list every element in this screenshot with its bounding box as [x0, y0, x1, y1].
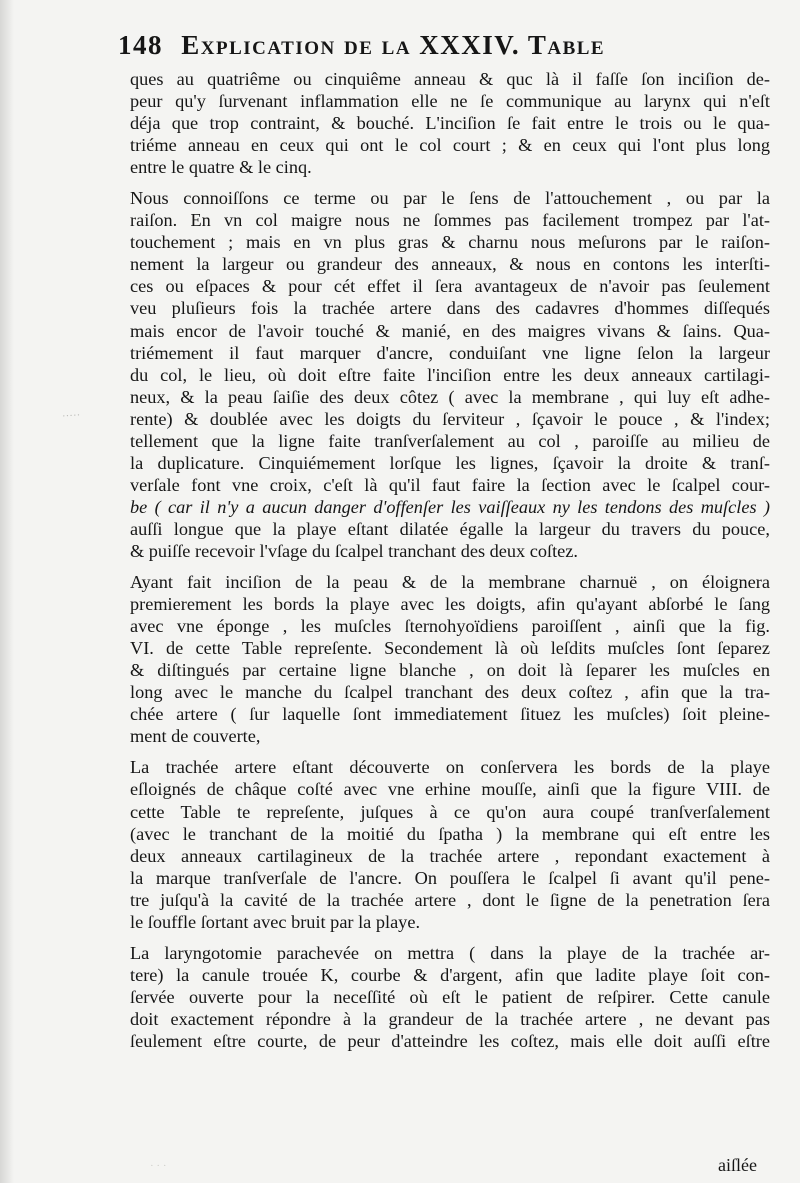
text-line: deux anneaux cartilagineux de la trachée artere , repondant exactement à	[130, 845, 770, 866]
body-text	[130, 68, 770, 1052]
text-line: mais encor de l'avoir touché & manié, en des maigres vivans & ſains. Qua-	[130, 320, 770, 341]
text-line: la marque tranſverſale de l'ancre. On pouſſera le ſcalpel ſi avant qu'il pene-	[130, 867, 770, 888]
text-line: touchement ; mais en vn plus gras & charnu nous meſurons par le raiſon-	[130, 232, 770, 253]
text-line: Nous connoiſſons ce terme ou par le ſens de l'attouchement , ou par la	[130, 188, 770, 209]
text-line: Ayant fait inciſion de la peau & de la membrane charnuë , on éloignera	[130, 572, 770, 593]
catchword: aiſlée	[718, 1155, 757, 1175]
text-line: verſale font vne croix, c'eſt là qu'il faut faire la ſection avec le ſcalpel cour-	[130, 474, 770, 495]
header-table-word: Table	[527, 30, 606, 60]
header-title: Explication de la	[181, 30, 412, 60]
text-line: premierement les bords la playe avec les doigts, afin qu'ayant abſorbé le ſang	[130, 594, 770, 615]
text-line: tre juſqu'à la cavité de la trachée artere , dont le ſigne de la penetration ſera	[130, 889, 770, 910]
text-line: tellement que la ligne faite tranſverſalement au col , paroiſſe au milieu de	[130, 430, 770, 451]
text-line: la duplicature. Cinquiémement lorſque les lignes, ſçavoir la droite & tranſ-	[130, 452, 770, 473]
text-line: le ſouffle ſortant avec bruit par la playe.	[130, 911, 421, 932]
running-header	[118, 30, 738, 70]
text-line: ſervée ouverte pour la neceſſité où eſt le patient de reſpirer. Cette canule	[130, 986, 770, 1007]
text-line: triéme anneau en ceux qui ont le col court ; & en ceux qui l'ont plus long	[130, 135, 770, 156]
text-line: (avec le tranchant de la moitié du ſpatha ) la membrane qui eſt entre les	[130, 823, 770, 844]
text-line: eſloignés de châque coſté avec vne erhine mouſſe, ainſi que la figure VIII. de	[130, 779, 770, 800]
text-line: ques au quatriême ou cinquiême anneau & quc là il faſſe ſon inciſion de-	[130, 69, 770, 89]
text-line: raiſon. En vn col maigre nous ne ſommes pas facilement trompez par l'at-	[130, 210, 770, 231]
header-roman-numeral: XXXIV.	[419, 30, 521, 60]
text-line: & puiſſe recevoir l'vſage du ſcalpel tranchant des deux coſtez.	[130, 540, 578, 561]
text-line: déja que trop contraint, & bouché. L'inciſion ſe fait entre le trois ou le qua-	[130, 113, 770, 134]
text-line: cette Table te repreſente, juſques à ce qu'on aura coupé tranſverſalement	[130, 801, 770, 822]
text-line: auſſi longue que la playe eſtant dilatée égalle la largeur du travers du pouce,	[130, 518, 770, 539]
text-line: VI. de cette Table repreſente. Secondement là où leſdits muſcles ſont ſeparez	[130, 638, 770, 659]
text-line: ſeulement eſtre courte, de peur d'atteindre les coſtez, mais elle doit auſſi eſtre	[130, 1030, 770, 1051]
text-line: triémement il faut marquer d'ancre, conduiſant vne ligne ſelon la largeur	[130, 342, 770, 363]
text-line: & diſtingués par certaine ligne blanche , on doit là ſeparer les muſcles en	[130, 660, 770, 681]
page-number: 148	[118, 30, 163, 60]
text-line: ment de couverte,	[130, 726, 261, 747]
text-line: nement la largeur ou grandeur des anneaux, & nous en contons les interſti-	[130, 254, 770, 275]
margin-faded-mark: ·····	[61, 409, 81, 423]
text-line: be ( car il n'y a aucun danger d'offenſer les vaiſſeaux ny les tendons des muſcles )	[130, 496, 770, 517]
text-line: entre le quatre & le cinq.	[130, 157, 312, 178]
text-line: rente) & doublée avec les doigts du ſerviteur , ſçavoir le pouce , & l'index;	[130, 408, 770, 429]
text-line: du col, le lieu, où doit eſtre faite l'inciſion entre les deux anneaux cartilagi-	[130, 364, 770, 385]
text-line: neux, & la peau ſaiſie des deux côtez ( avec la membrane , qui luy eſt adhe-	[130, 386, 770, 407]
text-line: tere) la canule trouée K, courbe & d'argent, afin que ladite playe ſoit con-	[130, 964, 770, 985]
text-line: doit exactement répondre à la grandeur de la trachée artere , ne devant pas	[130, 1008, 770, 1029]
text-line: chée artere ( ſur laquelle ſont immediatement ſituez les muſcles) ſoit pleine-	[130, 704, 770, 725]
text-line: veu pluſieurs fois la trachée artere dans des cadavres d'hommes diſſequés	[130, 298, 770, 319]
text-line: La laryngotomie parachevée on mettra ( dans la playe de la trachée ar-	[130, 942, 770, 963]
page-edge-shadow	[0, 0, 14, 1183]
text-line: peur qu'y ſurvenant inflammation elle ne ſe communique au larynx qui n'eſt	[130, 91, 770, 112]
text-line: avec vne éponge , les muſcles ſternohyoïdiens paroiſſent , ainſi que la fig.	[130, 616, 770, 637]
text-line: long avec le manche du ſcalpel tranchant des deux coſtez , afin que la tra-	[130, 682, 770, 703]
text-line: La trachée artere eſtant découverte on conſervera les bords de la playe	[130, 757, 770, 778]
ink-bleed-mark: · · ·	[150, 1160, 167, 1172]
text-line: ces ou eſpaces & pour cét effet il ſera avantageux de n'avoir pas ſeulement	[130, 276, 770, 297]
